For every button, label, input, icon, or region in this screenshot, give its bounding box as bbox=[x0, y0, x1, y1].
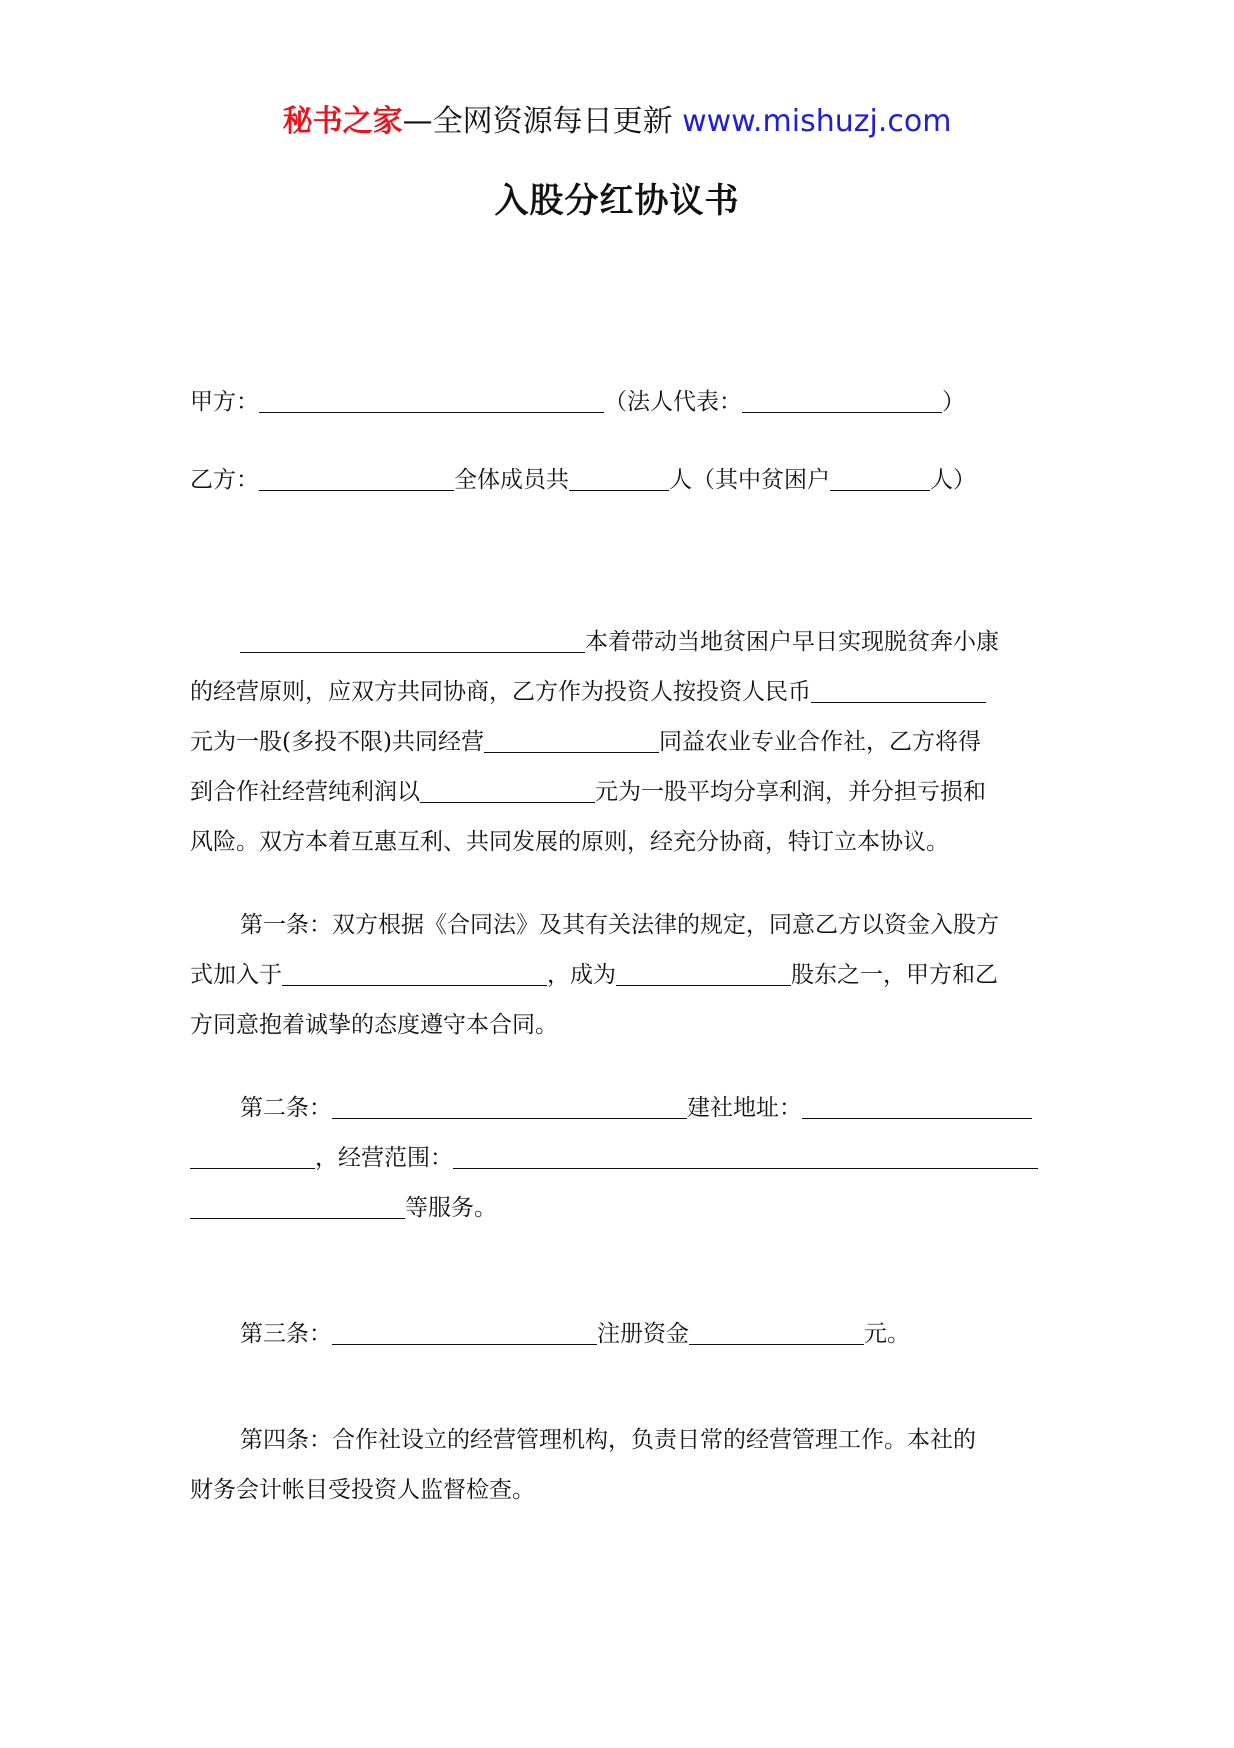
article-1-line-3 bbox=[190, 1005, 1060, 1045]
article-3-label: 第三条： bbox=[240, 1321, 332, 1347]
registered-capital-blank bbox=[689, 1318, 864, 1345]
members-text: 全体成员共 bbox=[454, 467, 569, 493]
site-url[interactable]: www.mishuzj.com bbox=[682, 104, 952, 139]
party-b-line bbox=[190, 460, 1060, 500]
header-tagline: —全网资源每日更新 bbox=[402, 104, 673, 139]
article-4-line-1 bbox=[240, 1420, 1060, 1460]
preamble-line-1 bbox=[240, 622, 1060, 662]
preamble-text-2: 的经营原则，应双方共同协商，乙方作为投资人按投资人民币 bbox=[190, 679, 811, 705]
preamble-text-3b: 同益农业专业合作社，乙方将得 bbox=[658, 729, 981, 755]
article-1-text-3: 方同意抱着诚挚的态度遵守本合同。 bbox=[190, 1012, 558, 1038]
party-a-blank bbox=[259, 386, 604, 413]
legal-rep-label: （法人代表： bbox=[604, 389, 742, 415]
coop-name-blank bbox=[484, 726, 659, 753]
brand-name: 秘书之家 bbox=[282, 104, 403, 139]
article-1-text-2b: ，成为 bbox=[547, 962, 616, 988]
address-blank bbox=[802, 1092, 1032, 1119]
preamble-text-3a: 元为一股(多投不限)共同经营 bbox=[190, 729, 484, 755]
article-2-line-1 bbox=[240, 1088, 1060, 1128]
services-text: 等服务。 bbox=[405, 1195, 497, 1221]
preamble-text-4a: 到合作社经营纯利润以 bbox=[190, 779, 420, 805]
poor-households-text: 人（其中贫困户 bbox=[669, 467, 830, 493]
business-scope-blank-cont bbox=[190, 1192, 405, 1219]
preamble-line-2 bbox=[190, 672, 1060, 712]
legal-rep-blank bbox=[742, 386, 942, 413]
site-header bbox=[0, 100, 1234, 144]
legal-rep-close: ） bbox=[942, 389, 965, 415]
document-title: 入股分红协议书 bbox=[494, 181, 740, 221]
article-1-text-2c: 股东之一，甲方和乙 bbox=[791, 962, 998, 988]
preamble-text-1: 本着带动当地贫困户早日实现脱贫奔小康 bbox=[585, 629, 999, 655]
article-3-line bbox=[240, 1314, 1060, 1354]
preamble-line-3 bbox=[190, 722, 1060, 762]
shareholder-of-blank bbox=[616, 959, 791, 986]
party-b-blank bbox=[259, 464, 454, 491]
article-4-text-2: 财务会计帐目受投资人监督检查。 bbox=[190, 1477, 535, 1503]
entity-blank bbox=[240, 626, 585, 653]
business-scope-label: ，经营范围： bbox=[315, 1145, 453, 1171]
article-1-text-1: 第一条：双方根据《合同法》及其有关法律的规定，同意乙方以资金入股方 bbox=[240, 912, 999, 938]
yuan-text: 元。 bbox=[864, 1321, 910, 1347]
address-blank-cont bbox=[190, 1142, 315, 1169]
registered-capital-label: 注册资金 bbox=[597, 1321, 689, 1347]
address-label: 建社地址： bbox=[687, 1095, 802, 1121]
preamble-text-4b: 元为一股平均分享利润，并分担亏损和 bbox=[595, 779, 986, 805]
preamble-text-5: 风险。双方本着互惠互利、共同发展的原则，经充分协商，特订立本协议。 bbox=[190, 829, 949, 855]
join-entity-blank bbox=[282, 959, 547, 986]
article-2-label: 第二条： bbox=[240, 1095, 332, 1121]
article-4-line-2 bbox=[190, 1470, 1060, 1510]
poor-households-close: 人） bbox=[930, 467, 976, 493]
article-2-line-3 bbox=[190, 1188, 1060, 1228]
party-a-label: 甲方： bbox=[190, 389, 259, 415]
article-2-line-2 bbox=[190, 1138, 1060, 1178]
share-amount-blank bbox=[811, 676, 986, 703]
party-a-line bbox=[190, 382, 1060, 422]
preamble-line-5 bbox=[190, 822, 1060, 862]
preamble-line-4 bbox=[190, 772, 1060, 812]
party-b-label: 乙方： bbox=[190, 467, 259, 493]
article-3-entity-blank bbox=[332, 1318, 597, 1345]
business-scope-blank bbox=[453, 1142, 1038, 1169]
article-1-line-2 bbox=[190, 955, 1060, 995]
coop-name-blank-2 bbox=[332, 1092, 687, 1119]
members-count-blank bbox=[569, 464, 669, 491]
article-4-text-1: 第四条：合作社设立的经营管理机构，负责日常的经营管理工作。本社的 bbox=[240, 1427, 976, 1453]
article-1-line-1 bbox=[240, 905, 1060, 945]
profit-amount-blank bbox=[420, 776, 595, 803]
article-1-text-2a: 式加入于 bbox=[190, 962, 282, 988]
poor-households-blank bbox=[830, 464, 930, 491]
